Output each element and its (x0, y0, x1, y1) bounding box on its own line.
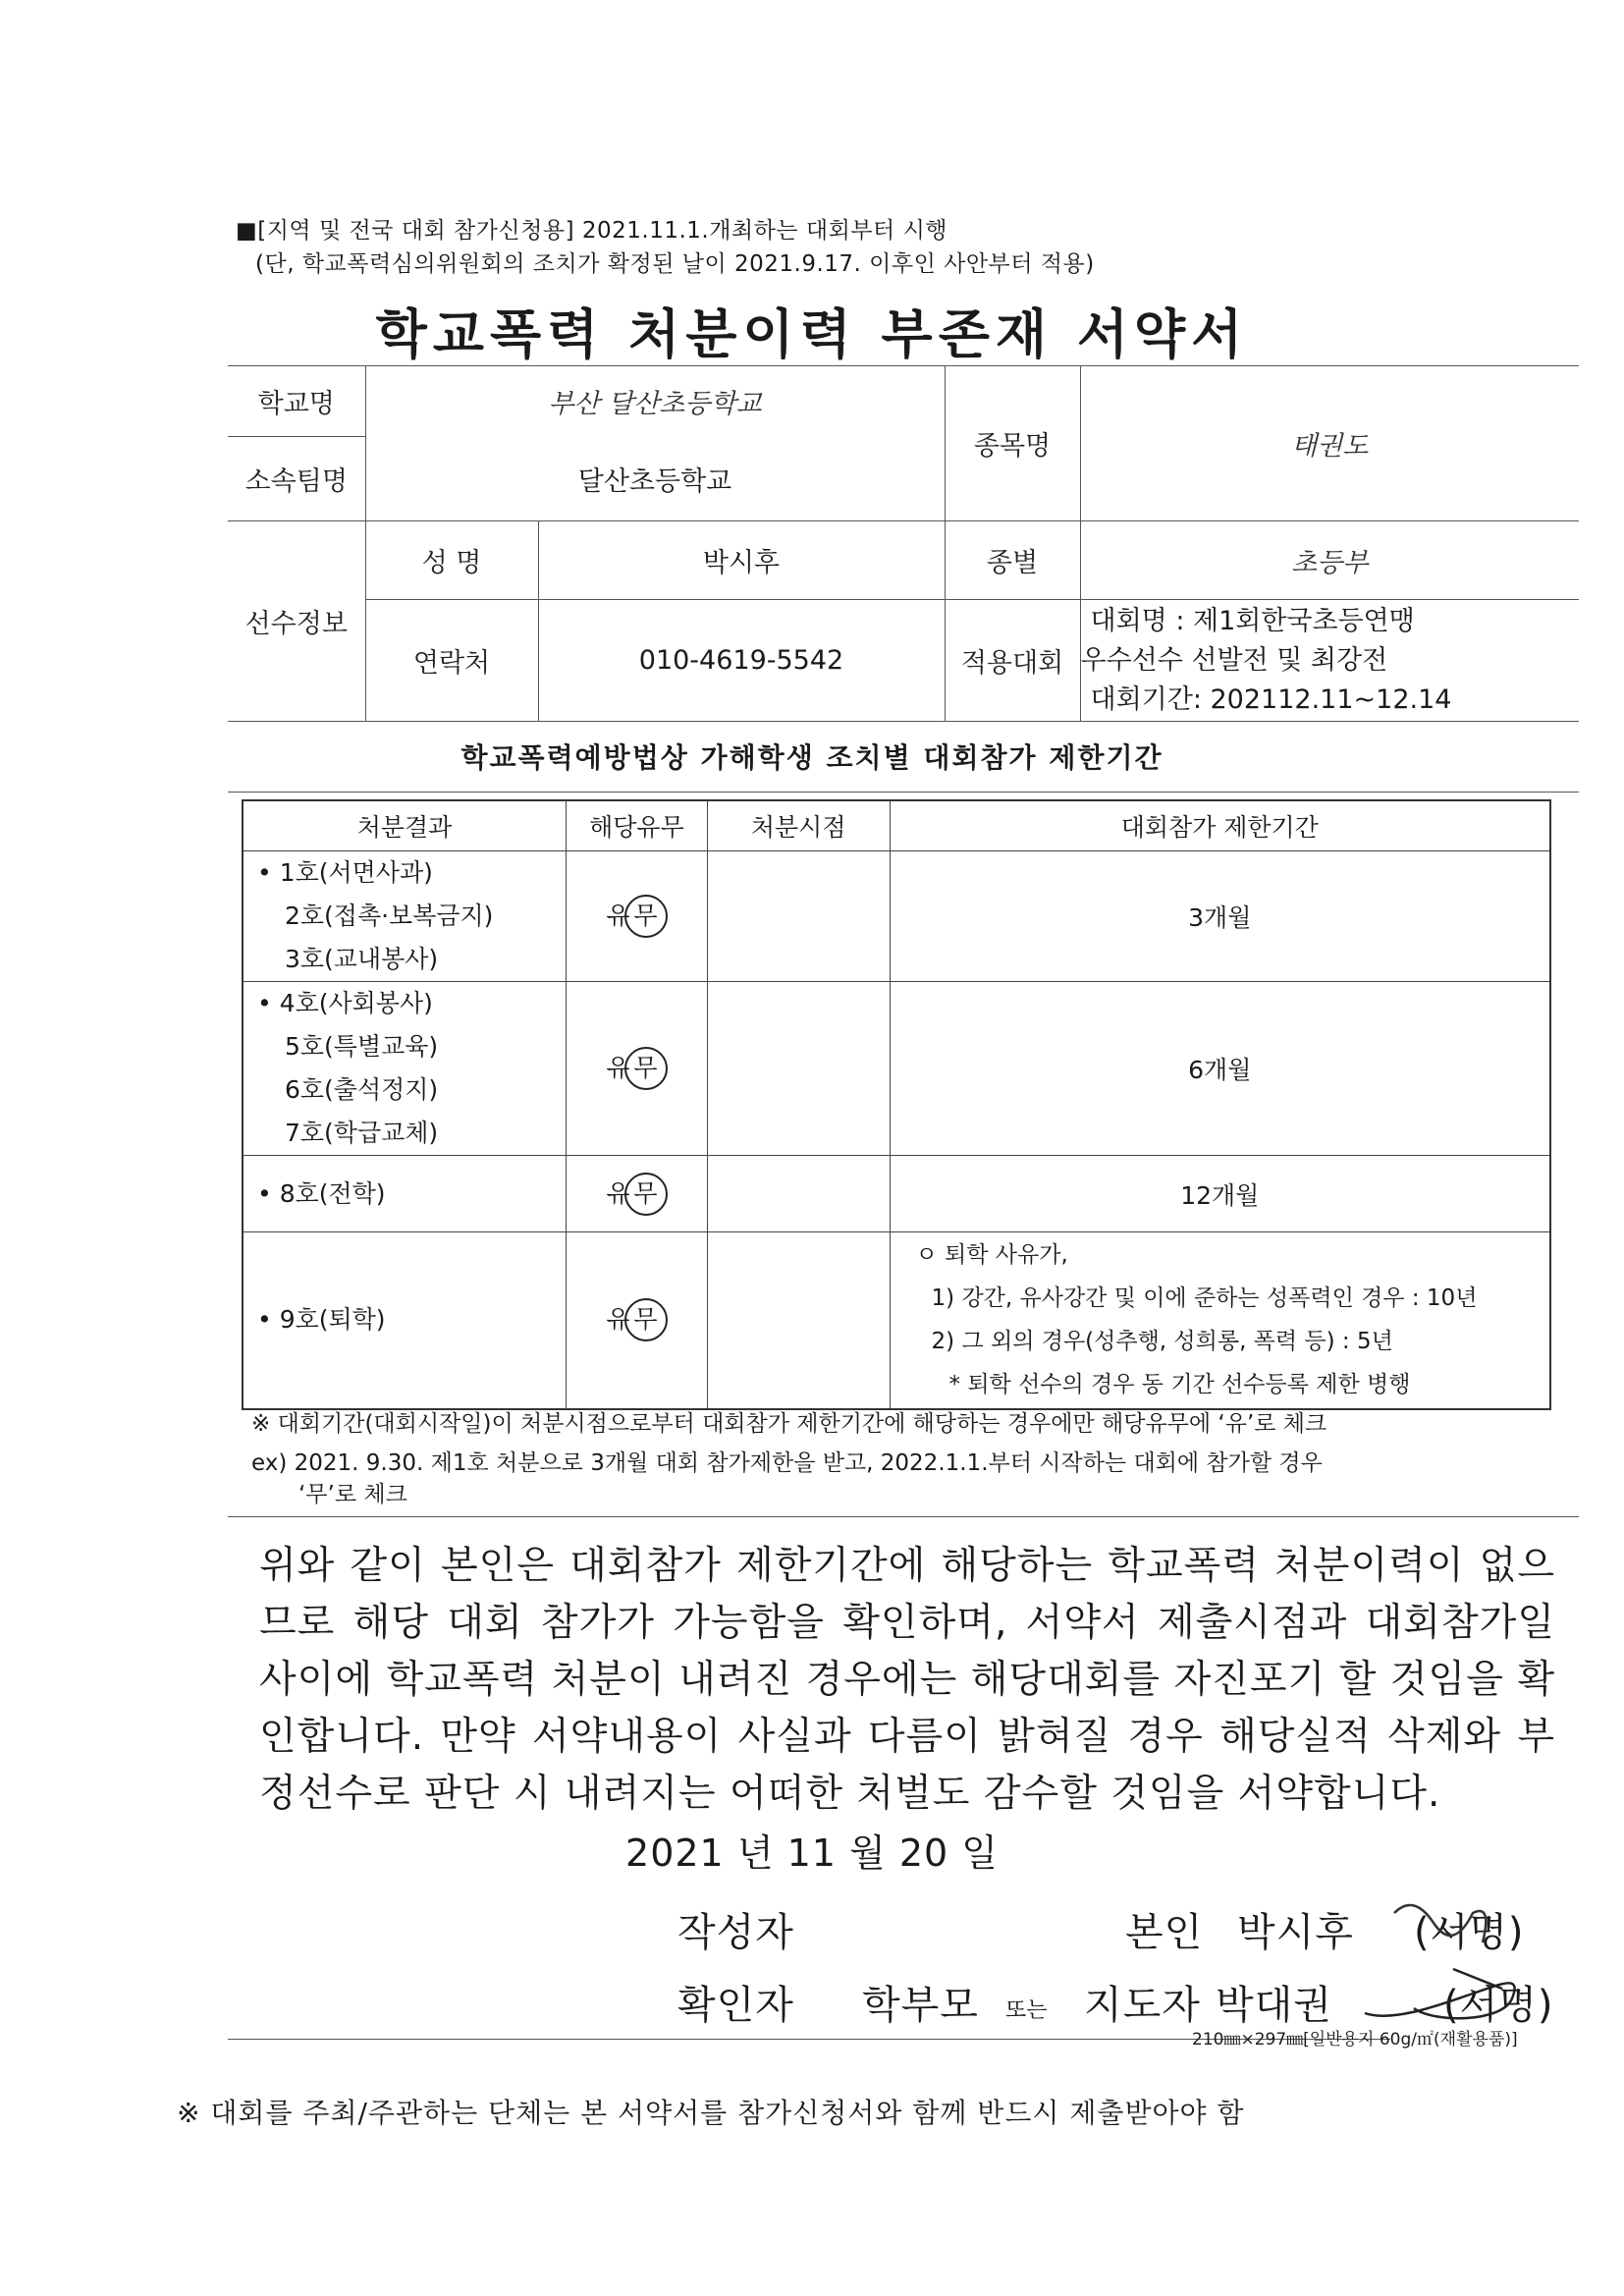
timing-cell (707, 1156, 890, 1232)
competition-value (1080, 600, 1579, 722)
table-row (243, 982, 1550, 1156)
division-label: 종별 (945, 521, 1080, 600)
event-label: 종목명 (945, 366, 1080, 521)
competition-label: 적용대회 (945, 600, 1080, 722)
notice-line-2: (단, 학교폭력심의위원회의 조치가 확정된 날이 2021.9.17. 이후인 사안부터 적용) (255, 251, 1095, 277)
result-cell (243, 1232, 567, 1409)
paper-spec: 210㎜×297㎜[일반용지 60g/㎡(재활용품)] (1192, 2030, 1518, 2050)
yes-option: 유 (606, 1054, 630, 1082)
period-cell: 12개월 (890, 1156, 1550, 1232)
timing-cell (707, 851, 890, 982)
confirmer-name: 박대권 (1216, 1983, 1332, 2028)
divider (228, 1516, 1579, 1517)
yes-option: 유 (606, 1178, 630, 1208)
result-item: • 8호(전학) (257, 1178, 386, 1208)
confirmer-role-2: 지도자 (1084, 1983, 1201, 2028)
period-cell (890, 1232, 1550, 1409)
table-row (243, 1232, 1550, 1409)
result-item: • 9호(퇴학) (257, 1305, 386, 1335)
yes-option: 유 (606, 902, 630, 930)
footnote (251, 1404, 1567, 1514)
applicable-cell (567, 1232, 708, 1409)
table-row (243, 851, 1550, 982)
no-option-circled: 무 (624, 895, 668, 938)
result-item: 5호(특별교육) (285, 1032, 439, 1061)
writer-signature-mark (1384, 1884, 1502, 1962)
period-line: 1) 강간, 유사강간 및 이에 준하는 성폭력인 경우 : 10년 (931, 1285, 1478, 1312)
bottom-note: ※ 대회를 주최/주관하는 단체는 본 서약서를 참가신청서와 함께 반드시 제출받아야 함 (177, 2097, 1245, 2129)
result-item: 6호(출석정지) (285, 1075, 439, 1104)
applicable-cell (567, 851, 708, 982)
no-option-circled: 무 (624, 1047, 668, 1090)
school-label: 학교명 (228, 366, 365, 437)
competition-period: 대회기간: 202112.11~12.14 (1090, 683, 1452, 715)
applicable-cell (567, 982, 708, 1156)
footnote-line-3: ‘무’로 체크 (298, 1482, 407, 1507)
pledge-text: 위와 같이 본인은 대회참가 제한기간에 해당하는 학교폭력 처분이력이 없으므로 해당 대회 참가가 가능함을 확인하며, 서약서 제출시점과 대회참가일 사이에 학교폭력 처분이 내려진 경우에는 해당대회를 자진포기 할 것임을 확인합니다. 만약 서약내용이 사실과 다름이 밝혀질 경우 해당실적 삭제와 부정선수로 판단 시 내려지는 어떠한 처벌도 감수할 것임을 서약합니다. (259, 1544, 1555, 1816)
yes-option: 유 (606, 1305, 630, 1335)
period-line: 2) 그 외의 경우(성추행, 성희롱, 폭력 등) : 5년 (931, 1329, 1393, 1355)
notice (236, 214, 1095, 281)
document-title: 학교폭력 처분이력 부존재 서약서 (375, 303, 1249, 365)
result-item: • 4호(사회봉사) (257, 989, 433, 1017)
table-row (243, 1156, 1550, 1232)
name-value: 박시후 (538, 521, 945, 600)
result-item: 3호(교내봉사) (285, 945, 439, 973)
athlete-info-label: 선수정보 (228, 521, 365, 722)
period-line: ㅇ 퇴학 사유가, (915, 1242, 1068, 1269)
period-line: * 퇴학 선수의 경우 동 기간 선수등록 제한 병행 (948, 1372, 1411, 1398)
competition-name-2: 우수선수 선발전 및 최강전 (1080, 644, 1388, 676)
name-label: 성 명 (365, 521, 538, 600)
writer-role: 본인 (1125, 1910, 1204, 1955)
competition-name: 대회명 : 제1회한국초등연맹 (1090, 605, 1415, 636)
divider (228, 792, 1579, 793)
school-value: 부산 달산초등학교 (365, 366, 945, 437)
result-cell (243, 851, 567, 982)
timing-cell (707, 982, 890, 1156)
result-item: • 1호(서면사과) (257, 858, 433, 887)
info-table (228, 365, 1579, 722)
writer-label: 작성자 (677, 1910, 794, 1955)
confirmer-label: 확인자 (677, 1983, 794, 2028)
header-result: 처분결과 (243, 800, 567, 851)
contact-value: 010-4619-5542 (538, 600, 945, 722)
penalty-table (242, 799, 1551, 1410)
division-value: 초등부 (1080, 521, 1579, 600)
no-option-circled: 무 (624, 1298, 668, 1341)
period-cell: 3개월 (890, 851, 1550, 982)
team-value: 달산초등학교 (365, 437, 945, 521)
notice-line-1: ■[지역 및 전국 대회 참가신청용] 2021.11.1.개최하는 대회부터 시행 (236, 218, 948, 244)
result-cell (243, 1156, 567, 1232)
header-applicable: 해당유무 (567, 800, 708, 851)
confirmer-signature-label: (서명) (1443, 1983, 1554, 2028)
section-heading: 학교폭력예방법상 가해학생 조치별 대회참가 제한기간 (460, 741, 1164, 774)
result-cell (243, 982, 567, 1156)
date: 2021 년 11 월 20 일 (625, 1831, 999, 1875)
or-text: 또는 (1005, 1998, 1048, 2023)
header-timing: 처분시점 (707, 800, 890, 851)
applicable-cell (567, 1156, 708, 1232)
confirmer-role: 학부모 (862, 1983, 979, 2028)
footnote-line-1: ※ 대회기간(대회시작일)이 처분시점으로부터 대회참가 제한기간에 해당하는 경우에만 해당유무에 ‘유’로 체크 (251, 1411, 1327, 1437)
timing-cell (707, 1232, 890, 1409)
no-option-circled: 무 (624, 1173, 668, 1216)
footnote-line-2: ex) 2021. 9.30. 제1호 처분으로 3개월 대회 참가제한을 받고, 2022.1.1.부터 시작하는 대회에 참가할 경우 (251, 1450, 1323, 1476)
result-item: 7호(학급교체) (285, 1119, 439, 1147)
writer-signature-label: (서명) (1414, 1910, 1525, 1955)
period-cell: 6개월 (890, 982, 1550, 1156)
header-restriction-period: 대회참가 제한기간 (890, 800, 1550, 851)
team-label: 소속팀명 (228, 437, 365, 521)
writer-name: 박시후 (1237, 1910, 1354, 1955)
contact-label: 연락처 (365, 600, 538, 722)
result-item: 2호(접촉·보복금지) (285, 902, 494, 930)
event-value: 태권도 (1080, 366, 1579, 521)
